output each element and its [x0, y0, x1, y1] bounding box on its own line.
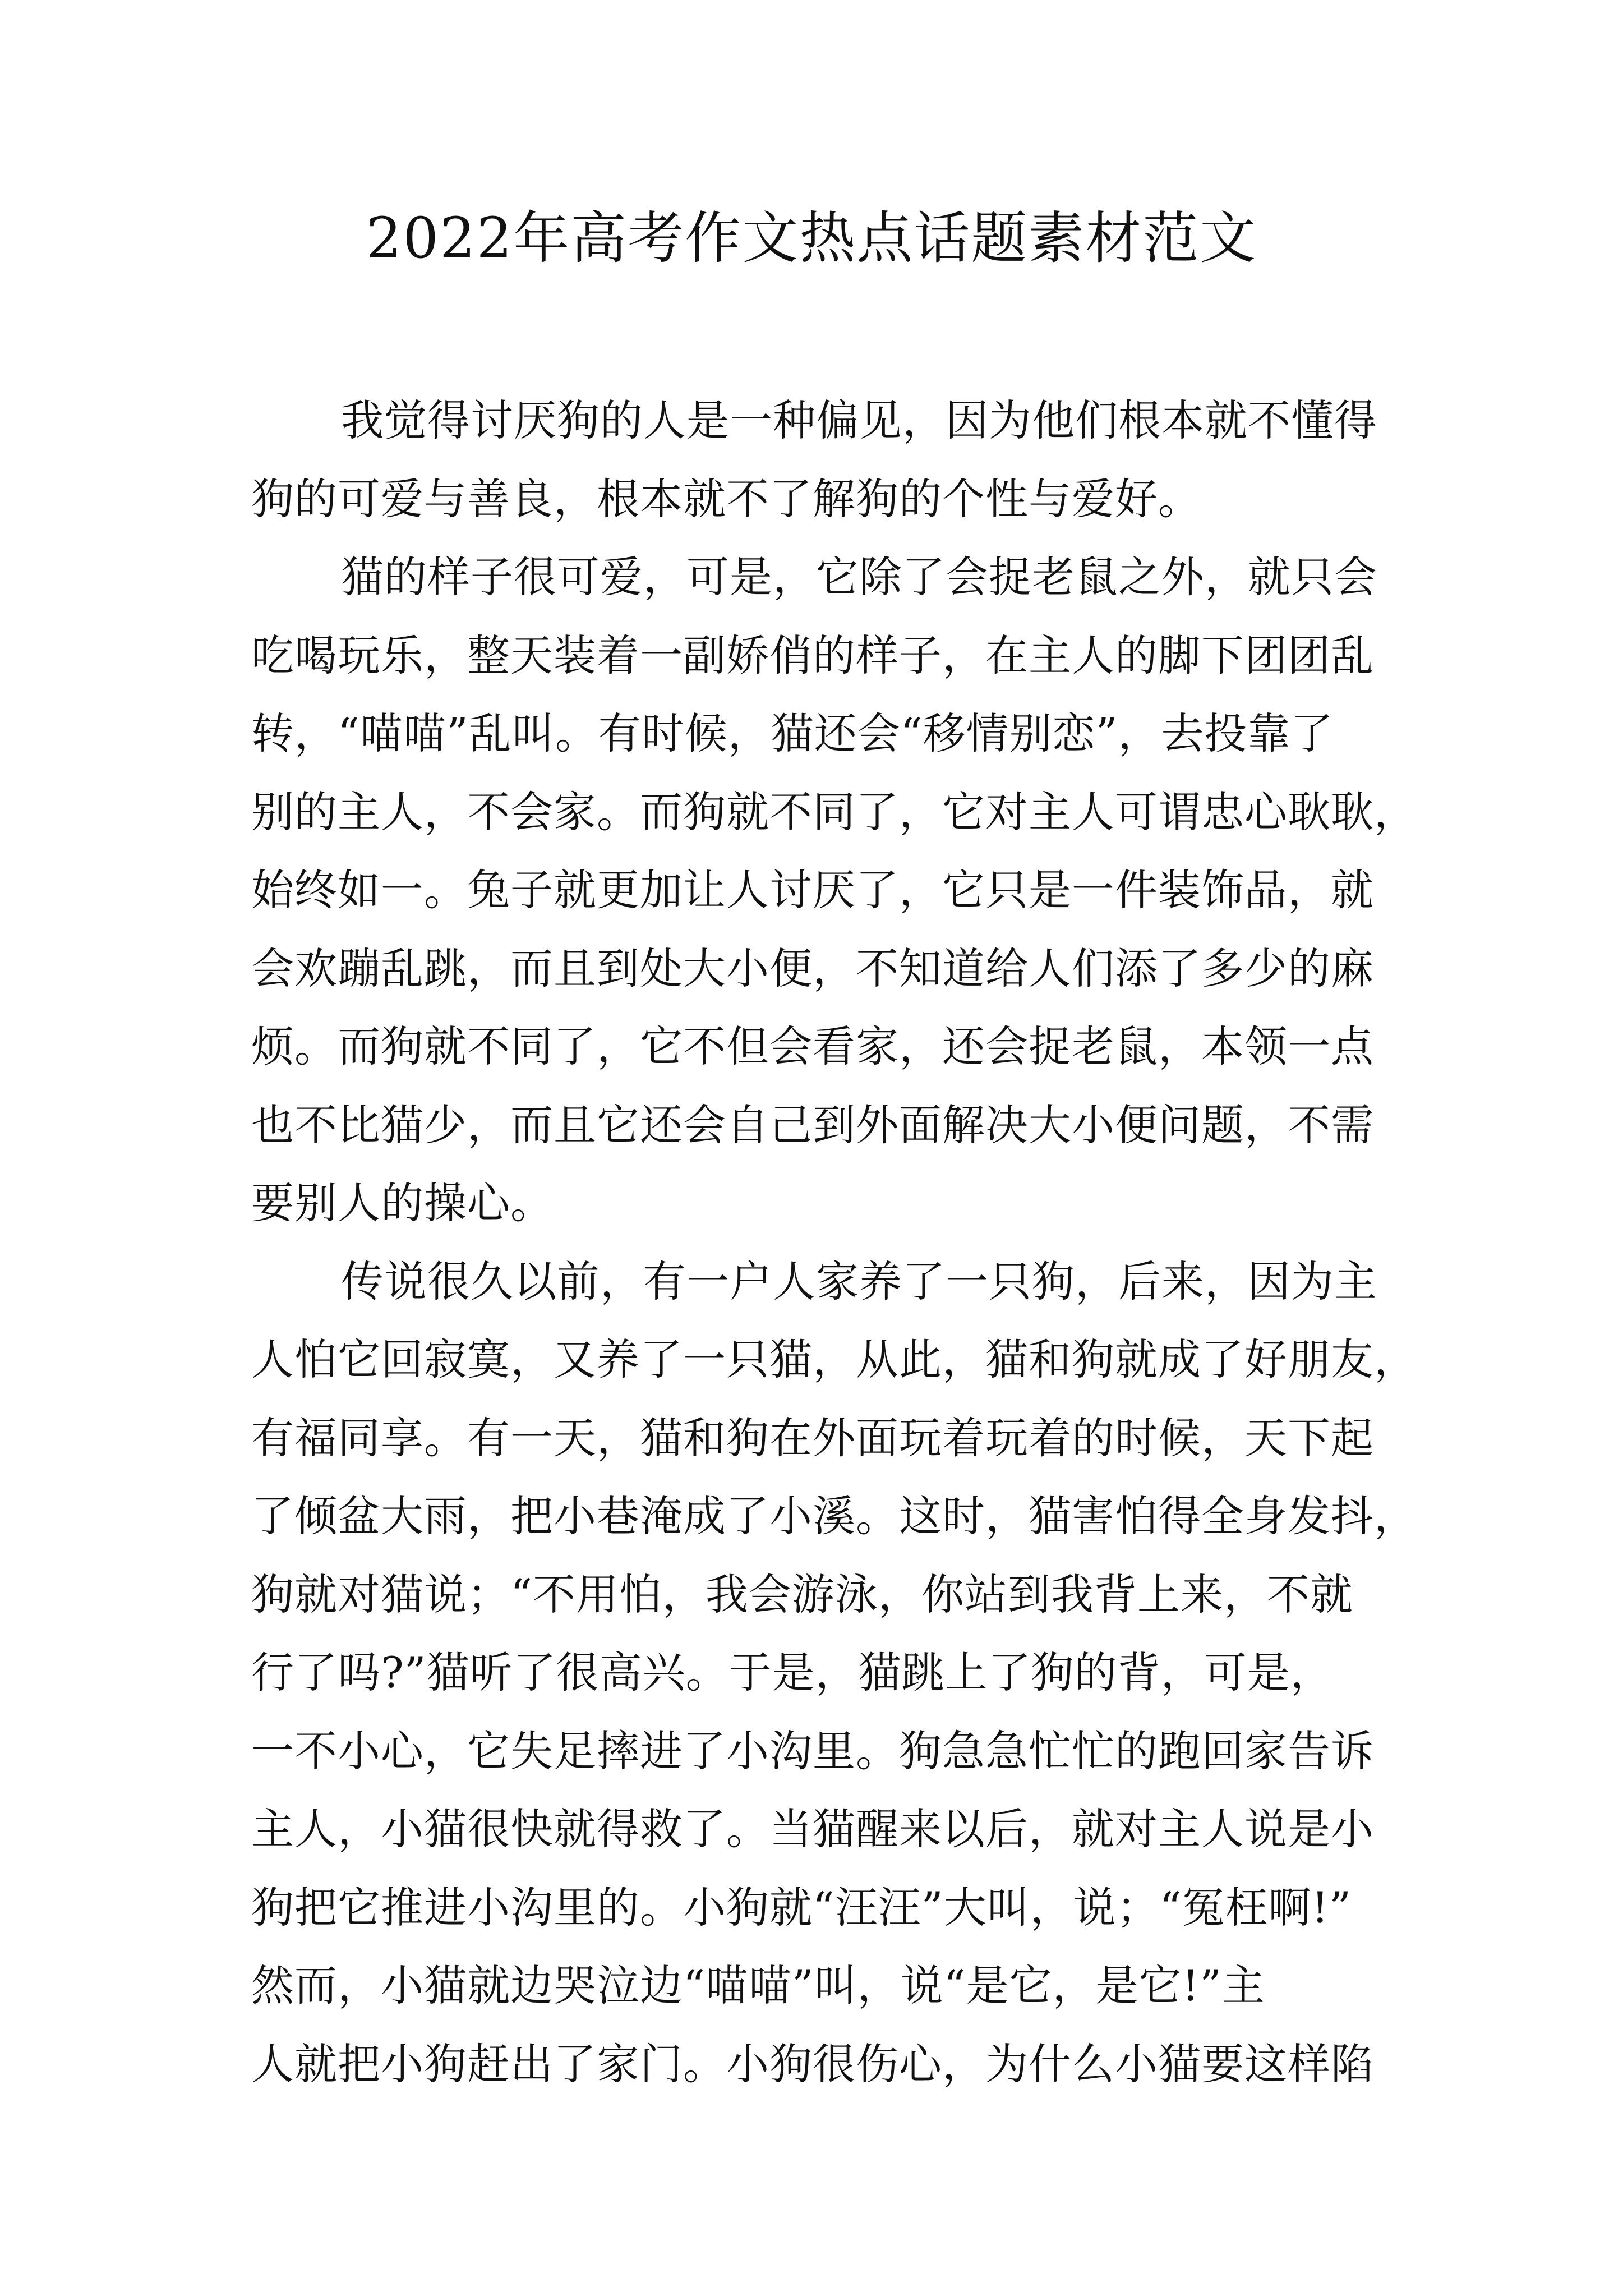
text-line: 要别人的操心。 — [251, 1178, 554, 1228]
text-line: 狗就对猫说；“不用怕，我会游泳，你站到我背上来，不就 — [251, 1569, 1353, 1619]
text-line: 狗把它推进小沟里的。小狗就“汪汪”大叫，说；“冤枉啊!” — [251, 1882, 1352, 1932]
text-line: 人怕它回寂寞，又养了一只猫，从此，猫和狗就成了好朋友， — [251, 1335, 1417, 1384]
text-line: 主人，小猫很快就得救了。当猫醒来以后，就对主人说是小 — [251, 1804, 1374, 1854]
text-line: 了倾盆大雨，把小巷淹成了小溪。这时，猫害怕得全身发抖， — [251, 1491, 1417, 1541]
text-line: 传说很久以前，有一户人家养了一只狗，后来，因为主 — [341, 1256, 1377, 1306]
text-line: 吃喝玩乐，整天装着一副娇俏的样子，在主人的脚下团团乱 — [251, 630, 1374, 680]
text-line: 也不比猫少，而且它还会自己到外面解决大小便问题，不需 — [251, 1099, 1374, 1150]
text-line: 别的主人，不会家。而狗就不同了，它对主人可谓忠心耿耿， — [251, 786, 1417, 837]
text-line: 一不小心，它失足摔进了小沟里。狗急急忙忙的跑回家告诉 — [251, 1726, 1374, 1776]
text-line: 会欢蹦乱跳，而且到处大小便，不知道给人们添了多少的麻 — [251, 943, 1374, 993]
text-line: 猫的样子很可爱，可是，它除了会捉老鼠之外，就只会 — [341, 552, 1377, 602]
text-line: 狗的可爱与善良，根本就不了解狗的个性与爱好。 — [251, 473, 1201, 524]
document-body — [251, 381, 1435, 2103]
text-line: 始终如一。兔子就更加让人讨厌了，它只是一件装饰品，就 — [251, 865, 1374, 915]
document-title: 2022年高考作文热点话题素材范文 — [366, 205, 1257, 271]
text-line: 转，“喵喵”乱叫。有时候，猫还会“移情别恋”，去投靠了 — [251, 708, 1334, 758]
text-line: 人就把小狗赶出了家门。小狗很伤心，为什么小猫要这样陷 — [251, 2039, 1374, 2089]
text-line: 我觉得讨厌狗的人是一种偏见，因为他们根本就不懂得 — [341, 395, 1377, 445]
text-line: 烦。而狗就不同了，它不但会看家，还会捉老鼠，本领一点 — [251, 1022, 1374, 1071]
text-line: 然而，小猫就边哭泣边“喵喵”叫，说“是它，是它!”主 — [251, 1961, 1265, 2010]
text-line: 有福同享。有一天，猫和狗在外面玩着玩着的时候，天下起 — [251, 1412, 1374, 1463]
text-line: 行了吗?”猫听了很高兴。于是，猫跳上了狗的背，可是， — [251, 1648, 1334, 1697]
